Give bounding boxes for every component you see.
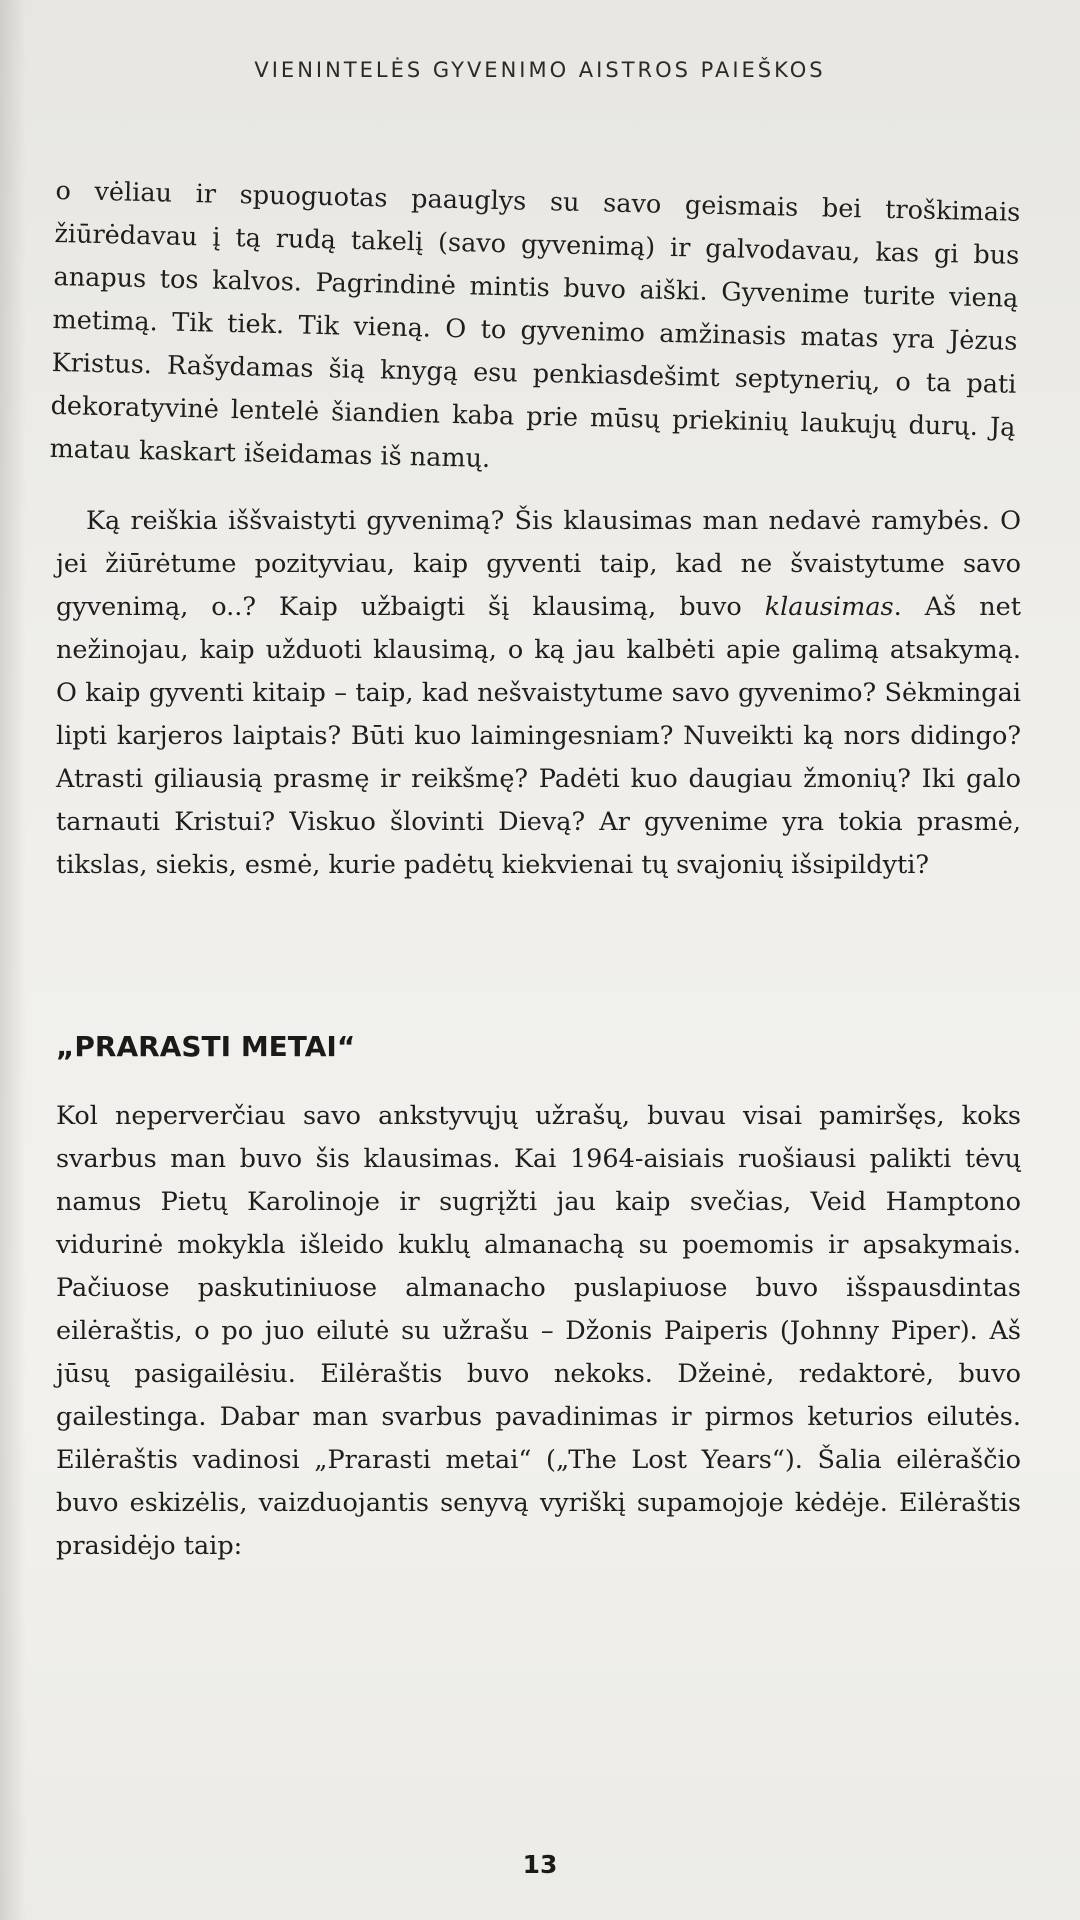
paragraph-1: o vėliau ir spuoguotas paauglys su savo geismais bei troškimais žiūrėdavau į tą rudą takelį (savo gyvenimą) ir galvodavau, kas gi bus anapus tos kalvos. Pagrindinė mintis buvo aiški. Gyvenime turite vieną metimą. Tik tiek. Tik vieną. O to gyvenimo amžinasis matas yra Jėzus Kristus. Rašydamas šią knygą esu penkiasdešimt septynerių, o ta pati dekoratyvinė lentelė šiandien kaba prie mūsų priekinių laukujų durų. Ją matau kaskart išeidamas iš namų.: [49, 175, 1021, 474]
paragraph-3: Kol neperverčiau savo ankstyvųjų užrašų, buvau visai pamiršęs, koks svarbus man buvo šis klausimas. Kai 1964-aisiais ruošiausi palikti tėvų namus Pietų Karolinoje ir sugrįžti jau kaip svečias, Veid Hamptono vidurinė mokykla išleido kuklų almanachą su poemomis ir apsakymais. Pačiuose paskutiniuose almanacho puslapiuose buvo išspausdintas eilėraštis, o po juo eilutė su užrašu – Džonis Paiperis (Johnny Piper). Aš jūsų pasigailėsiu. Eilėraštis buvo nekoks. Džeinė, redaktorė, buvo gailestinga. Dabar man svarbus pavadinimas ir pirmos keturios eilutės. Eilėraštis vadinosi „Prarasti metai“ („The Lost Years“). Šalia eilėraščio buvo eskizėlis, vaizduojantis senyvą vyriškį supamojoje kėdėje. Eilėraštis prasidėjo taip:: [56, 1101, 1021, 1561]
section-heading: „PRARASTI METAI“: [56, 1030, 356, 1063]
paragraph-2-start: Ką reiškia iššvaistyti gyvenimą? Šis klausimas man nedavė ramybės. O jei žiūrėtume pozityviau, kaip gyventi taip, kad ne švaistytume savo gyvenimą, o..? Kaip užbaigti šį klausimą, buvo: [56, 506, 1021, 622]
page-gutter-shadow: [0, 0, 26, 1920]
question-paragraph-block: [56, 500, 1021, 887]
paragraph-2-end: . Aš net nežinojau, kaip užduoti klausimą, o ką jau kalbėti apie galimą atsakymą. O kaip gyventi kitaip – taip, kad nešvaistytume savo gyvenimo? Sėkmingai lipti karjeros laiptais? Būti kuo laimingesniam? Nuveikti ką nors didingo? Atrasti giliausią prasmę ir reikšmę? Padėti kuo daugiau žmonių? Iki galo tarnauti Kristui? Viskuo šlovinti Dievą? Ar gyvenime yra tokia prasmė, tikslas, siekis, esmė, kurie padėtų kiekvienai tų svajonių išsipildyti?: [56, 592, 1021, 880]
opening-paragraph-block: [49, 170, 1021, 493]
running-header: VIENINTELĖS GYVENIMO AISTROS PAIEŠKOS: [254, 58, 826, 82]
section-paragraph-block: [56, 1095, 1021, 1568]
paragraph-2-emphasis: klausimas: [764, 592, 894, 622]
page-number: 13: [522, 1850, 558, 1879]
paragraph-2: [56, 500, 1021, 887]
